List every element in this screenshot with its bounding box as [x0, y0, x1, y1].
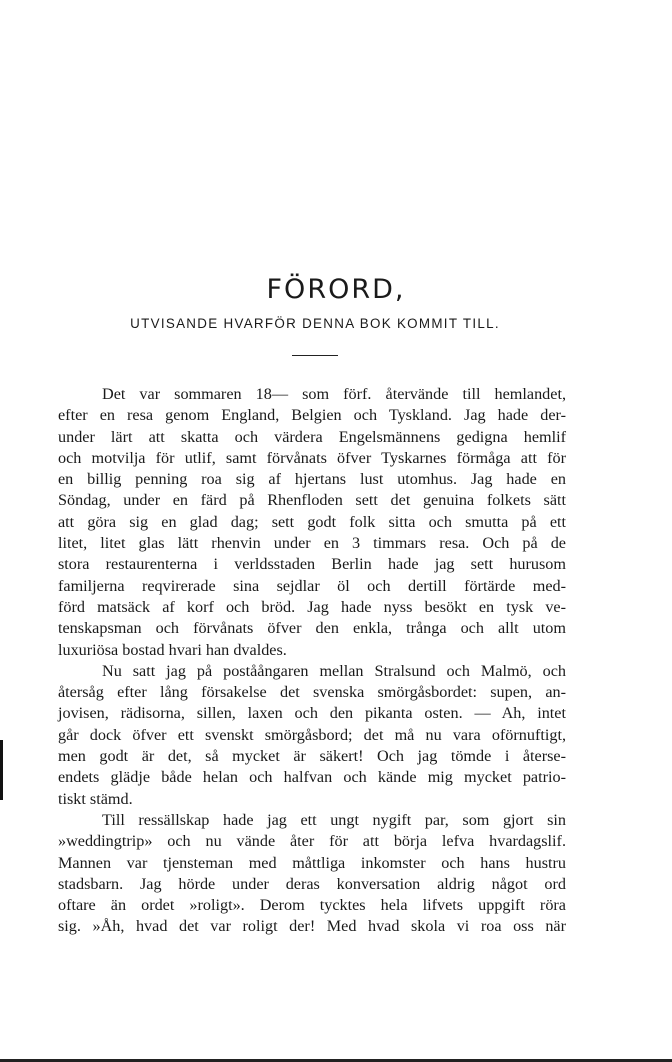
- text-line: går dock öfver ett svenskt smörgåsbord; det må nu vara oförnuftigt,: [58, 725, 566, 744]
- text-line: en billig penning roa sig af hjertans lust utomhus. Jag hade en: [58, 470, 566, 489]
- text-line: och motvilja för utlif, samt förvånats öfver Tyskarnes förmåga att för: [58, 448, 566, 467]
- text-line: luxuriösa bostad hvari han dvaldes.: [58, 640, 287, 659]
- text-line: att göra sig en glad dag; sett godt folk sitta och smutta på ett: [58, 512, 566, 531]
- paragraph-1: [58, 384, 566, 661]
- text-line: tiskt stämd.: [58, 789, 133, 808]
- text-line: Till ressällskap hade jag ett ungt nygift par, som gjort sin: [102, 810, 566, 829]
- body-text: [58, 384, 566, 938]
- text-line: Det var sommaren 18— som förf. återvände till hemlandet,: [102, 385, 566, 403]
- text-line: sig. »Åh, hvad det var roligt der! Med hvad skola vi roa oss när: [58, 917, 566, 936]
- text-line: endets glädje både helan och halfvan och kände mig mycket patrio-: [58, 768, 566, 787]
- page-title: FÖRORD,: [266, 274, 406, 306]
- text-line: men godt är det, så mycket är säkert! Och jag tömde i återse-: [58, 747, 566, 766]
- text-line: Mannen var tjensteman med måttliga inkomster och hans hustru: [58, 853, 566, 872]
- text-line: litet, litet glas lätt rhenvin under en 3 timmars resa. Och på de: [58, 534, 566, 553]
- page-edge-mark: [0, 740, 3, 800]
- page-subtitle: UTVISANDE HVARFÖR DENNA BOK KOMMIT TILL.: [130, 316, 500, 331]
- text-line: förd matsäck af korf och bröd. Jag hade nyss besökt en tysk ve-: [58, 597, 566, 616]
- text-line: efter en resa genom England, Belgien och Tyskland. Jag hade der-: [58, 406, 566, 425]
- text-line: oftare än ordet »roligt». Derom tycktes hela lifvets uppgift röra: [58, 896, 566, 915]
- paragraph-2: [58, 661, 566, 810]
- text-line: under lärt att skatta och värdera Engelsmännens gedigna hemlif: [58, 427, 566, 446]
- text-line: återsåg efter lång försakelse det svenska smörgåsbordet: supen, an-: [58, 683, 566, 702]
- text-line: Söndag, under en färd på Rhenfloden sett det genuina folkets sätt: [58, 491, 566, 510]
- text-line: tenskapsman och förvånats öfver den enkla, trånga och allt utom: [58, 619, 566, 638]
- text-line: »weddingtrip» och nu vände åter för att börja lefva hvardagslif.: [58, 832, 566, 851]
- text-line: Nu satt jag på poståångaren mellan Stralsund och Malmö, och: [102, 661, 566, 680]
- title-divider: [292, 355, 338, 356]
- paragraph-3: [58, 810, 566, 938]
- text-line: stadsbarn. Jag hörde under deras konversation aldrig något ord: [58, 874, 566, 893]
- text-line: jovisen, rädisorna, sillen, laxen och den pikanta osten. — Ah, intet: [58, 704, 566, 723]
- text-line: stora restaurenterna i verldsstaden Berlin hade jag sett hurusom: [58, 555, 566, 574]
- text-line: familjerna reqvirerade sina sejdlar öl och dertill förtärde med-: [58, 576, 566, 595]
